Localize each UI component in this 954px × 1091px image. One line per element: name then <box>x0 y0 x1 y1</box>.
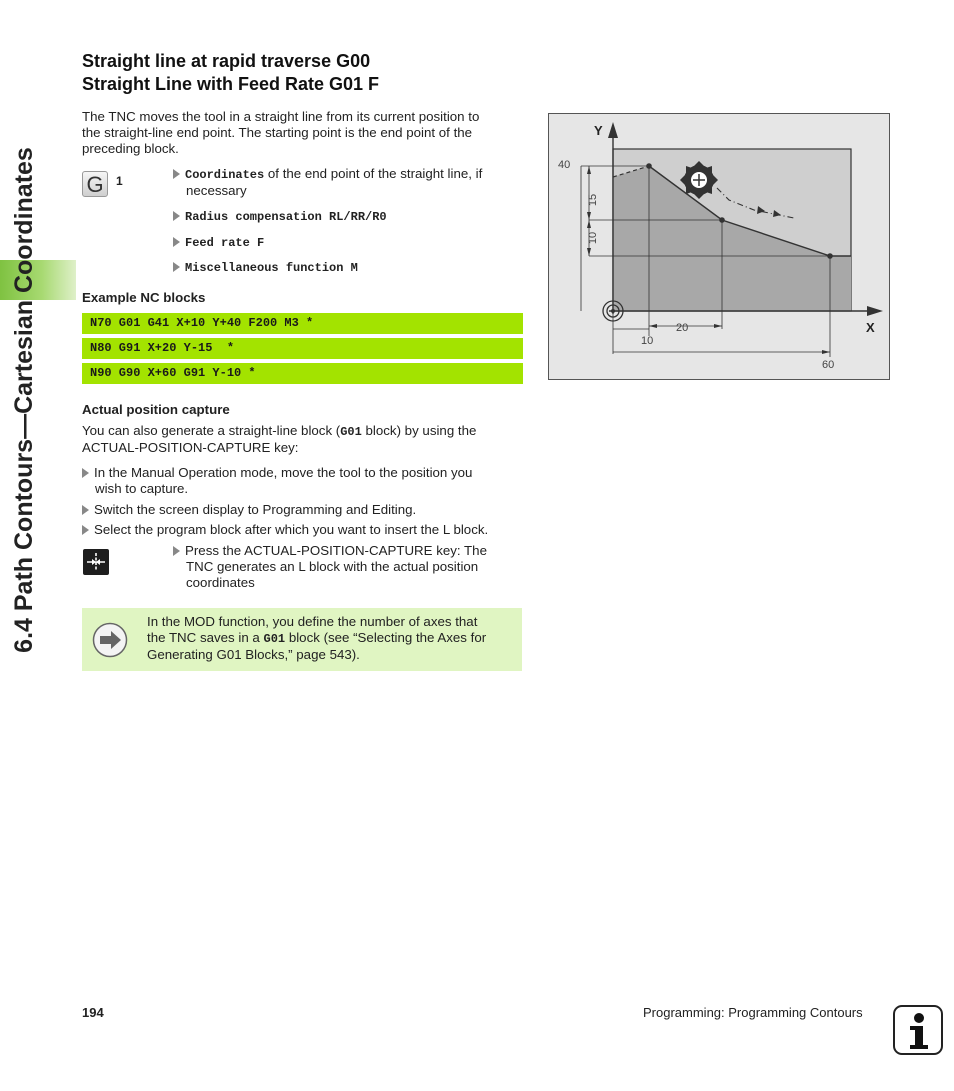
example-title: Example NC blocks <box>82 290 206 305</box>
nc-block-3: N90 G90 X+60 G91 Y-10 * <box>82 363 523 384</box>
point-mid <box>719 217 725 223</box>
note-line-2 <box>147 630 519 647</box>
step-text: Switch the screen display to Programming and Editing. <box>94 502 417 517</box>
bullet-arrow-icon <box>173 169 180 179</box>
nc-block-2: N80 G91 X+20 Y-15 * <box>82 338 523 359</box>
y-axis-arrow <box>608 122 618 138</box>
step-text-cont: wish to capture. <box>95 481 189 496</box>
side-tab-label: 6.4 Path Contours—Cartesian Coordinates <box>10 147 38 653</box>
key-step <box>173 543 523 591</box>
intro-line-2: the straight-line end point. The starting point is the end point of the <box>82 125 473 140</box>
bullet-arrow-icon <box>82 468 89 478</box>
point-start <box>646 163 652 169</box>
actual-position-capture-key-icon <box>83 549 109 575</box>
param-keyword: Radius compensation RL/RR/R0 <box>185 210 387 224</box>
bullet-arrow-icon <box>173 262 180 272</box>
footer-chapter: Programming: Programming Contours <box>643 1005 863 1020</box>
text-part: block) by using the <box>361 423 477 438</box>
param-keyword: Miscellaneous function M <box>185 261 358 275</box>
intro-paragraph <box>82 109 527 157</box>
label-dim15: 15 <box>587 193 600 207</box>
arrow-right-icon <box>92 622 128 658</box>
bullet-arrow-icon <box>173 211 180 221</box>
note-text <box>147 614 519 663</box>
param-text: of the end point of the straight line, if <box>264 166 483 181</box>
note-line-3: Generating G01 Blocks,” page 543). <box>147 647 360 662</box>
bullet-arrow-icon <box>173 237 180 247</box>
key-step-line-3: coordinates <box>186 575 255 590</box>
param-misc-function <box>173 259 358 276</box>
code-g01: G01 <box>340 425 362 439</box>
step-text: Select the program block after which you want to insert the L block. <box>94 522 489 537</box>
bullet-arrow-icon <box>173 546 180 556</box>
actual-line-1 <box>82 423 527 440</box>
key-step-line-2: TNC generates an L block with the actual position <box>186 559 479 574</box>
bullet-arrow-icon <box>82 505 89 515</box>
label-dim10-vertical: 10 <box>587 231 600 245</box>
param-radius-comp <box>173 208 387 225</box>
param-coordinates <box>173 166 523 199</box>
actual-title: Actual position capture <box>82 402 230 417</box>
figure-straight-line <box>548 113 890 380</box>
point-end <box>827 253 833 259</box>
step-2 <box>82 502 527 518</box>
text-part: You can also generate a straight-line block ( <box>82 423 341 438</box>
heading-line-1: Straight line at rapid traverse G00 <box>82 51 371 71</box>
section-heading <box>82 50 379 96</box>
note-box <box>82 608 522 671</box>
heading-line-2: Straight Line with Feed Rate G01 F <box>82 74 380 94</box>
param-text-cont: necessary <box>186 183 247 198</box>
g-key-icon: G <box>82 171 108 197</box>
label-x60: 60 <box>822 359 835 371</box>
label-dim10-horizontal: 10 <box>641 335 654 347</box>
param-keyword: Feed rate F <box>185 236 265 250</box>
actual-paragraph <box>82 423 527 456</box>
info-icon <box>893 1005 943 1055</box>
note-line-1: In the MOD function, you define the number of axes that <box>147 614 478 629</box>
axis-x-label: X <box>866 320 875 335</box>
param-keyword: Coordinates <box>185 168 265 182</box>
nc-block-1: N70 G01 G41 X+10 Y+40 F200 M3 * <box>82 313 523 334</box>
figure-drawing <box>549 114 889 379</box>
bullet-arrow-icon <box>82 525 89 535</box>
key-step-line-1: Press the ACTUAL-POSITION-CAPTURE key: The <box>185 543 487 558</box>
step-3 <box>82 522 532 538</box>
axis-y-label: Y <box>594 123 603 138</box>
label-dim20: 20 <box>676 322 689 334</box>
intro-line-3: preceding block. <box>82 141 179 156</box>
g-key-number: 1 <box>116 174 123 188</box>
step-1 <box>82 465 527 497</box>
code-g01: G01 <box>263 632 286 646</box>
x-axis-arrow <box>867 306 883 316</box>
page-number: 194 <box>82 1005 104 1020</box>
actual-line-2: ACTUAL-POSITION-CAPTURE key: <box>82 440 299 455</box>
param-feed-rate <box>173 234 264 251</box>
label-y40: 40 <box>558 159 571 171</box>
text-part: block (see “Selecting the Axes for <box>285 630 487 645</box>
intro-line-1: The TNC moves the tool in a straight line from its current position to <box>82 109 480 124</box>
step-text: In the Manual Operation mode, move the tool to the position you <box>94 465 473 480</box>
text-part: the TNC saves in a <box>147 630 264 645</box>
